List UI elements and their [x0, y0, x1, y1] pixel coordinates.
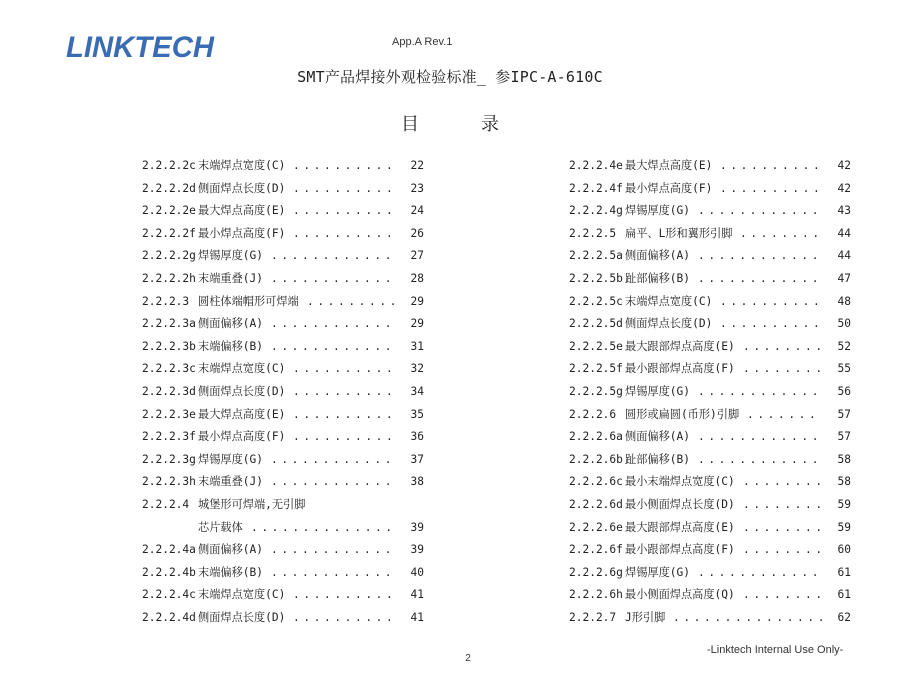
toc-entry[interactable] — [569, 562, 851, 585]
toc-entry-number: 2.2.2.2f — [142, 226, 196, 240]
toc-entry[interactable] — [569, 313, 851, 336]
toc-entry[interactable] — [142, 607, 424, 630]
toc-entry-page: 36 — [410, 430, 424, 444]
page-number: 2 — [465, 653, 471, 664]
toc-entry-page: 55 — [837, 362, 851, 376]
toc-entry-title: 最小焊点高度(F) — [198, 430, 286, 444]
toc-entry-number: 2.2.2.5g — [569, 384, 623, 398]
toc-entry[interactable] — [142, 358, 424, 381]
toc-entry-page: 43 — [837, 204, 851, 218]
dot-leader: ............ — [271, 452, 396, 466]
toc-entry-page: 44 — [837, 226, 851, 240]
toc-entry-title: 侧面偏移(A) — [625, 430, 690, 444]
dot-leader: .............. — [251, 520, 396, 534]
toc-entry-number: 2.2.2.6g — [569, 565, 623, 579]
toc-entry-number: 2.2.2.2h — [142, 271, 196, 285]
dot-leader: .......... — [293, 362, 397, 376]
toc-entry-page: 34 — [410, 384, 424, 398]
toc-entry[interactable] — [569, 584, 851, 607]
dot-leader: ........ — [743, 339, 826, 353]
dot-leader: ............ — [271, 475, 396, 489]
toc-entry-number: 2.2.2.2d — [142, 181, 196, 195]
toc-right-column — [569, 155, 851, 629]
toc-entry-number: 2.2.2.5c — [569, 294, 623, 308]
toc-entry-number: 2.2.2.5 — [569, 226, 617, 240]
dot-leader: ............ — [271, 543, 396, 557]
dot-leader: ............ — [271, 317, 396, 331]
toc-entry-page: 32 — [410, 362, 424, 376]
toc-entry-title: 趾部偏移(B) — [625, 452, 690, 466]
toc-entry-number: 2.2.2.4e — [569, 159, 623, 172]
dot-leader: ......... — [307, 294, 401, 308]
toc-entry[interactable] — [142, 268, 424, 291]
toc-entry-number: 2.2.2.2g — [142, 249, 196, 263]
toc-entry-title: 侧面焊点长度(D) — [625, 317, 713, 331]
toc-entry-title: 末端偏移(B) — [198, 339, 263, 353]
toc-entry-number: 2.2.2.7 — [569, 610, 617, 624]
toc-entry-number: 2.2.2.4d — [142, 610, 196, 624]
toc-entry-title: 侧面焊点长度(D) — [198, 181, 286, 195]
toc-entry-page: 50 — [837, 317, 851, 331]
toc-entry-page: 27 — [410, 249, 424, 263]
toc-entry-number: 2.2.2.6 — [569, 407, 617, 421]
toc-entry-number: 2.2.2.5d — [569, 317, 623, 331]
dot-leader: ............ — [271, 271, 396, 285]
toc-entry[interactable] — [569, 336, 851, 359]
toc-entry-title: 侧面偏移(A) — [198, 543, 263, 557]
toc-entry-number: 2.2.2.6a — [569, 430, 623, 444]
toc-entry[interactable] — [569, 223, 851, 246]
toc-entry-number: 2.2.2.3f — [142, 430, 196, 444]
toc-entry[interactable] — [569, 178, 851, 201]
dot-leader: .......... — [293, 384, 397, 398]
toc-entry-number: 2.2.2.3h — [142, 475, 196, 489]
toc-entry-title: 最小跟部焊点高度(F) — [625, 543, 735, 557]
app-revision: App.A Rev.1 — [392, 36, 453, 48]
toc-entry-page: 41 — [410, 588, 424, 602]
toc-entry-title: 最小焊点高度(F) — [625, 181, 713, 195]
toc-entry-page: 31 — [410, 339, 424, 353]
dot-leader: ............ — [271, 249, 396, 263]
toc-entry-page: 35 — [410, 407, 424, 421]
toc-entry-page: 44 — [837, 249, 851, 263]
toc-heading: 目录 — [401, 114, 561, 135]
document-title: SMT产品焊接外观检验标准_ 参IPC-A-610C — [297, 68, 603, 86]
toc-entry-number: 2.2.2.5e — [569, 339, 623, 353]
toc-entry-title: 焊锡厚度(G) — [625, 384, 690, 398]
toc-entry[interactable] — [569, 404, 851, 427]
toc-entry-page: 58 — [837, 475, 851, 489]
dot-leader: ....... — [747, 407, 820, 421]
toc-entry-page: 22 — [410, 159, 424, 172]
toc-entry-page: 52 — [837, 339, 851, 353]
toc-entry-page: 40 — [410, 565, 424, 579]
toc-entry-number: 2.2.2.3c — [142, 362, 196, 376]
toc-entry-number: 2.2.2.4b — [142, 565, 196, 579]
toc-entry[interactable] — [569, 291, 851, 314]
toc-entry[interactable] — [569, 539, 851, 562]
dot-leader: ............... — [673, 610, 829, 624]
toc-entry-number: 2.2.2.4f — [569, 181, 623, 195]
toc-entry[interactable] — [569, 358, 851, 381]
dot-leader: .......... — [293, 610, 397, 624]
dot-leader: .......... — [720, 294, 824, 308]
toc-entry-page: 28 — [410, 271, 424, 285]
dot-leader: ............ — [698, 271, 823, 285]
toc-entry-title: 侧面焊点长度(D) — [198, 610, 286, 624]
dot-leader: .......... — [293, 181, 397, 195]
dot-leader: ........ — [743, 362, 826, 376]
toc-entry-title: 末端重叠(J) — [198, 475, 263, 489]
toc-entry-title: 最大焊点高度(E) — [198, 204, 286, 218]
toc-entry-number: 2.2.2.6b — [569, 452, 623, 466]
toc-entry-number: 2.2.2.4 — [142, 497, 190, 511]
dot-leader: ............ — [698, 249, 823, 263]
toc-entry[interactable] — [142, 426, 424, 449]
toc-entry-number: 2.2.2.6e — [569, 520, 623, 534]
toc-entry[interactable] — [142, 471, 424, 494]
toc-entry[interactable] — [142, 381, 424, 404]
toc-entry-page: 26 — [410, 226, 424, 240]
dot-leader: .......... — [720, 317, 824, 331]
dot-leader: ............ — [698, 384, 823, 398]
toc-entry-page: 38 — [410, 475, 424, 489]
dot-leader: .......... — [293, 159, 397, 172]
toc-entry-title: 末端焊点宽度(C) — [198, 362, 286, 376]
toc-entry-title: 最小末端焊点宽度(C) — [625, 475, 735, 489]
dot-leader: ........ — [743, 475, 826, 489]
toc-entry-title: 末端焊点宽度(C) — [198, 159, 286, 172]
toc-entry[interactable] — [142, 200, 424, 223]
toc-entry-title: 最小侧面焊点长度(D) — [625, 497, 735, 511]
dot-leader: .......... — [293, 430, 397, 444]
toc-entry-title: 侧面焊点长度(D) — [198, 384, 286, 398]
toc-entry[interactable] — [142, 449, 424, 472]
toc-entry[interactable] — [142, 494, 424, 517]
toc-entry-title: 最大跟部焊点高度(E) — [625, 520, 735, 534]
toc-entry-page: 47 — [837, 271, 851, 285]
toc-entry-title: 圆形或扁圆(币形)引脚 — [625, 407, 740, 421]
toc-entry-title: 末端重叠(J) — [198, 271, 263, 285]
toc-entry[interactable] — [142, 155, 424, 178]
toc-entry-title: 最小跟部焊点高度(F) — [625, 362, 735, 376]
toc-entry[interactable] — [569, 381, 851, 404]
toc-entry-page: 42 — [837, 159, 851, 172]
toc-entry-page: 37 — [410, 452, 424, 466]
toc-entry-number: 2.2.2.4a — [142, 543, 196, 557]
toc-entry-title: 最小焊点高度(F) — [198, 226, 286, 240]
dot-leader: .......... — [293, 407, 397, 421]
toc-entry[interactable] — [142, 539, 424, 562]
toc-entry-title: 末端焊点宽度(C) — [625, 294, 713, 308]
toc-entry[interactable] — [569, 200, 851, 223]
toc-entry-title: 最小侧面焊点高度(Q) — [625, 588, 735, 602]
toc-left-column — [142, 155, 424, 629]
toc-entry-title: 末端偏移(B) — [198, 565, 263, 579]
toc-entry-page: 39 — [410, 520, 424, 534]
toc-entry-title: 侧面偏移(A) — [198, 317, 263, 331]
toc-entry-number: 2.2.2.6h — [569, 588, 623, 602]
dot-leader: .......... — [293, 204, 397, 218]
toc-entry-page: 42 — [837, 181, 851, 195]
toc-entry-page: 24 — [410, 204, 424, 218]
dot-leader: ............ — [698, 204, 823, 218]
dot-leader: ............ — [698, 452, 823, 466]
toc-entry-number: 2.2.2.3d — [142, 384, 196, 398]
toc-entry-page: 23 — [410, 181, 424, 195]
dot-leader: .......... — [293, 588, 397, 602]
toc-entry[interactable] — [142, 223, 424, 246]
toc-entry-number: 2.2.2.3b — [142, 339, 196, 353]
dot-leader: .......... — [720, 159, 824, 172]
toc-entry-title: 焊锡厚度(G) — [198, 452, 263, 466]
dot-leader: ........ — [743, 520, 826, 534]
toc-entry-title: 芯片载体 — [198, 520, 243, 534]
toc-entry[interactable] — [142, 404, 424, 427]
toc-entry[interactable] — [569, 268, 851, 291]
toc-entry[interactable] — [142, 178, 424, 201]
toc-entry-title: 最大跟部焊点高度(E) — [625, 339, 735, 353]
toc-entry-title: 扁平、L形和翼形引脚 — [625, 226, 733, 240]
toc-entry-number: 2.2.2.4g — [569, 204, 623, 218]
internal-use-note: -Linktech Internal Use Only- — [707, 644, 844, 656]
toc-entry[interactable] — [142, 584, 424, 607]
toc-entry-title: 最大焊点高度(E) — [198, 407, 286, 421]
toc-entry-number: 2.2.2.5f — [569, 362, 623, 376]
svg-text:LINKTECH: LINKTECH — [66, 31, 216, 64]
toc-entry[interactable] — [142, 336, 424, 359]
toc-entry-number: 2.2.2.5b — [569, 271, 623, 285]
linktech-logo — [66, 28, 216, 64]
toc-entry[interactable] — [569, 607, 851, 630]
toc-entry-number: 2.2.2.3g — [142, 452, 196, 466]
dot-leader: .......... — [720, 181, 824, 195]
toc-entry-title: 焊锡厚度(G) — [625, 204, 690, 218]
toc-entry-number: 2.2.2.2e — [142, 204, 196, 218]
toc-entry-title: 焊锡厚度(G) — [625, 565, 690, 579]
toc-entry-page: 41 — [410, 610, 424, 624]
toc-entry-title: 末端焊点宽度(C) — [198, 588, 286, 602]
toc-entry-title: 侧面偏移(A) — [625, 249, 690, 263]
dot-leader: ........ — [743, 543, 826, 557]
dot-leader: ........ — [740, 226, 823, 240]
dot-leader: ........ — [743, 497, 826, 511]
toc-entry-page: 62 — [837, 610, 851, 624]
dot-leader: .......... — [293, 226, 397, 240]
toc-entry[interactable] — [142, 562, 424, 585]
toc-entry-title: 圆柱体端帽形可焊端 — [198, 294, 299, 308]
toc-entry-page: 61 — [837, 565, 851, 579]
toc-entry-title: 最大焊点高度(E) — [625, 159, 713, 172]
toc-entry-page: 58 — [837, 452, 851, 466]
toc-entry[interactable] — [142, 291, 424, 314]
toc-entry-number: 2.2.2.6d — [569, 497, 623, 511]
toc-entry-page: 39 — [410, 543, 424, 557]
toc-entry-page: 59 — [837, 520, 851, 534]
toc-entry-title: 焊锡厚度(G) — [198, 249, 263, 263]
toc-entry-number: 2.2.2.4c — [142, 588, 196, 602]
toc-entry-number: 2.2.2.2c — [142, 159, 196, 172]
toc-entry[interactable] — [569, 155, 851, 178]
toc-entry-number: 2.2.2.6c — [569, 475, 623, 489]
dot-leader: ............ — [698, 430, 823, 444]
toc-entry[interactable] — [569, 426, 851, 449]
toc-entry[interactable] — [569, 449, 851, 472]
toc-entry[interactable] — [142, 245, 424, 268]
toc-entry[interactable] — [569, 494, 851, 517]
toc-entry[interactable] — [569, 471, 851, 494]
toc-entry-title: J形引脚 — [625, 610, 666, 624]
toc-entry-page: 56 — [837, 384, 851, 398]
toc-entry-page: 48 — [837, 294, 851, 308]
toc-entry[interactable] — [569, 517, 851, 540]
toc-entry-title: 趾部偏移(B) — [625, 271, 690, 285]
toc-entry-title: 城堡形可焊端,无引脚 — [198, 497, 306, 511]
toc-entry[interactable] — [142, 313, 424, 336]
dot-leader: ............ — [271, 339, 396, 353]
toc-entry-page: 59 — [837, 497, 851, 511]
toc-entry[interactable] — [569, 245, 851, 268]
dot-leader: ............ — [271, 565, 396, 579]
toc-entry-page: 57 — [837, 430, 851, 444]
toc-entry[interactable] — [142, 517, 424, 540]
toc-entry-number: 2.2.2.3e — [142, 407, 196, 421]
toc-entry-page: 29 — [410, 294, 424, 308]
toc-entry-number: 2.2.2.3 — [142, 294, 190, 308]
toc-entry-number: 2.2.2.5a — [569, 249, 623, 263]
toc-entry-page: 29 — [410, 317, 424, 331]
dot-leader: ............ — [698, 565, 823, 579]
toc-entry-page: 60 — [837, 543, 851, 557]
toc-entry-number: 2.2.2.3a — [142, 317, 196, 331]
toc-entry-page: 57 — [837, 407, 851, 421]
toc-entry-number: 2.2.2.6f — [569, 543, 623, 557]
dot-leader: ........ — [743, 588, 826, 602]
toc-entry-page: 61 — [837, 588, 851, 602]
